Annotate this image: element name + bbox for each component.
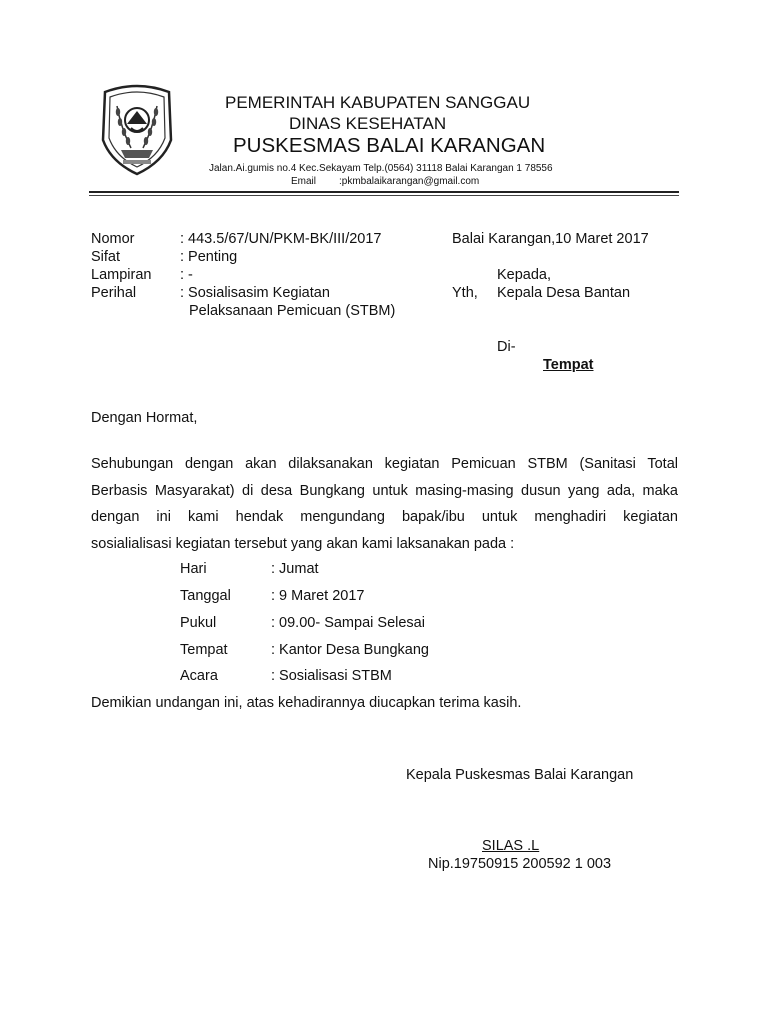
- letterhead-divider: [89, 191, 679, 193]
- signatory-name: SILAS .L: [482, 838, 540, 854]
- letterhead-institution: PUSKESMAS BALAI KARANGAN: [233, 134, 546, 157]
- letterhead-government: PEMERINTAH KABUPATEN SANGGAU: [225, 93, 531, 112]
- paragraph-line: dengan ini kami hendak mengundang bapak/ibu untuk menghadiri kegiatan: [91, 509, 678, 526]
- paragraph-line: Berbasis Masyarakat) di desa Bungkang untuk masing-masing dusun yang ada, maka: [91, 482, 678, 499]
- letterhead-email-label: Email: [291, 176, 317, 187]
- schedule-acara-label: Acara: [180, 668, 218, 684]
- paragraph-line: sosialialisasi kegiatan tersebut yang akan kami laksanakan pada :: [91, 536, 515, 553]
- regency-crest-icon: [97, 78, 177, 178]
- schedule-tempat-value: : Kantor Desa Bungkang: [271, 642, 429, 658]
- schedule-hari-label: Hari: [180, 561, 207, 577]
- lampiran-value: : -: [180, 267, 193, 283]
- lampiran-label: Lampiran: [91, 267, 152, 283]
- recipient-di: Di-: [497, 339, 516, 355]
- recipient-yth: Yth,: [452, 285, 478, 301]
- schedule-tempat-label: Tempat: [180, 642, 228, 658]
- perihal-label: Perihal: [91, 285, 137, 301]
- schedule-hari-value: : Jumat: [271, 561, 319, 577]
- letterhead-email-value: :pkmbalaikarangan@gmail.com: [339, 176, 480, 187]
- sifat-label: Sifat: [91, 249, 121, 265]
- schedule-pukul-label: Pukul: [180, 615, 217, 631]
- schedule-tanggal-label: Tanggal: [180, 588, 231, 604]
- salutation: Dengan Hormat,: [91, 410, 198, 426]
- recipient-name: Kepala Desa Bantan: [497, 285, 631, 301]
- sifat-value: : Penting: [180, 249, 238, 265]
- schedule-acara-value: : Sosialisasi STBM: [271, 668, 392, 684]
- perihal-value-line1: : Sosialisasim Kegiatan: [180, 285, 330, 301]
- signatory-title: Kepala Puskesmas Balai Karangan: [406, 767, 634, 783]
- paragraph-line: Sehubungan dengan akan dilaksanakan kegiatan Pemicuan STBM (Sanitasi Total: [91, 456, 678, 472]
- nomor-value: : 443.5/67/UN/PKM-BK/III/2017: [180, 231, 382, 247]
- recipient-tempat: Tempat: [543, 357, 594, 373]
- schedule-pukul-value: : 09.00- Sampai Selesai: [271, 615, 425, 631]
- closing-sentence: Demikian undangan ini, atas kehadirannya diucapkan terima kasih.: [91, 695, 522, 711]
- letterhead-address: Jalan.Ai.gumis no.4 Kec.Sekayam Telp.(0564) 31118 Balai Karangan 1 78556: [209, 163, 553, 174]
- letterhead-department: DINAS KESEHATAN: [289, 114, 447, 133]
- schedule-tanggal-value: : 9 Maret 2017: [271, 588, 365, 604]
- perihal-value-line2: Pelaksanaan Pemicuan (STBM): [189, 303, 396, 319]
- letterhead-divider-thin: [89, 195, 679, 196]
- body-paragraph: [91, 451, 678, 558]
- recipient-kepada: Kepada,: [497, 267, 552, 283]
- letter-date: Balai Karangan,10 Maret 2017: [452, 231, 649, 247]
- nomor-label: Nomor: [91, 231, 135, 247]
- signatory-nip: Nip.19750915 200592 1 003: [428, 856, 612, 872]
- regency-crest-logo: [97, 78, 177, 178]
